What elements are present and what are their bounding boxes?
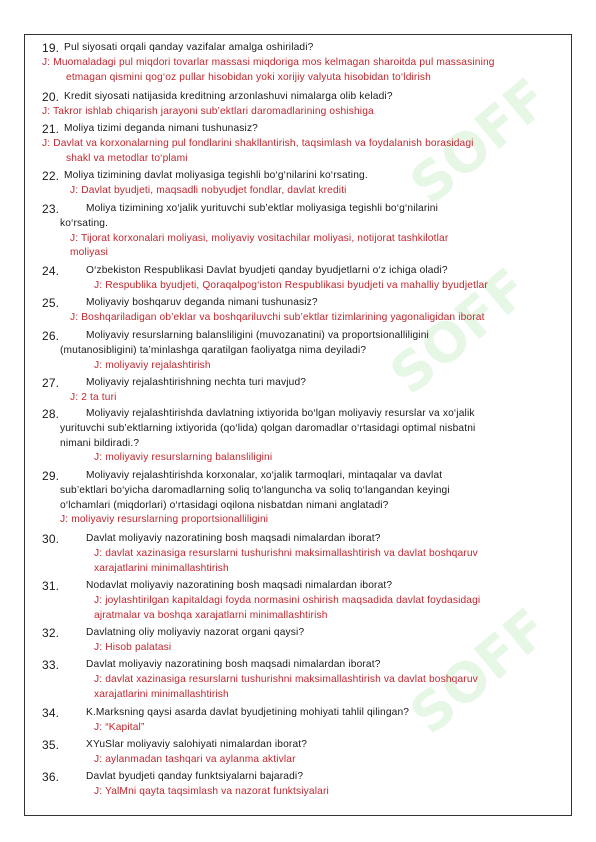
question-text: Moliyaviy rejalashtirishda davlatning ixtiyorida bo‘lgan moliyaviy resurslar va xo‘jalik [86,408,475,419]
question-text: Nodavlat moliyaviy nazoratining bosh maqsadi nimalardan iborat? [86,580,393,591]
question-number: 35. [42,738,60,752]
question-number: 25. [42,296,60,310]
question-text: Kredit siyosati natijasida kreditning arzonlashuvi nimalarga olib keladi? [64,91,393,102]
question-number: 30. [42,532,60,546]
question-number-wrap [42,296,59,313]
question-text: Davlat moliyaviy nazoratining bosh maqsadi nimalardan iborat? [86,533,381,544]
question-text: Pul siyosati orqali qanday vazifalar amalga oshiriladi? [64,42,314,53]
question-number: 32. [42,626,60,640]
question-number: 23. [42,202,60,216]
question-number-wrap [42,264,59,281]
watermark-2: SOFF [378,256,541,407]
answer-text: J: joylashtirilgan kapitaldagi foyda normasini oshirish maqsadida davlat foydasidagi [94,594,481,606]
watermark-3: SOFF [398,596,561,747]
question-text: Moliyaviy rejalashtirishning nechta turi mavjud? [86,377,307,388]
answer-text: ajratmalar va boshqa xarajatlarni minimallashtirish [94,609,328,621]
question-text: nimani bildiradi.? [60,437,140,449]
question-number: 22. [42,169,60,183]
answer-text: J: Boshqariladigan ob’eklar va boshqariluvchi sub’ektlar tizimlarining yagonaligidan iborat [70,311,485,323]
answer-text: shakl va metodlar to‘plami [66,152,188,164]
answer-text: J: Tijorat korxonalari moliyasi, moliyaviy vositachilar moliyasi, notijorat tashkilotlar [70,232,449,244]
question-text: Moliyaviy rejalashtirishda korxonalar, xo‘jalik tarmoqlari, mintaqalar va davlat [86,470,443,481]
question-text: XYuSlar moliyaviy salohiyati nimalardan iborat? [86,739,308,750]
question-text: Moliya tizimi deganda nimani tushunasiz? [64,123,259,134]
question-text: Moliya tizimining davlat moliyasiga tegishli bo‘g‘nilarini ko‘rsating. [64,170,368,181]
question-number-wrap [42,738,59,755]
question-text: K.Marksning qaysi asarda davlat byudjetining mohiyati tahlil qilingan? [86,707,410,718]
answer-text: J: davlat xazinasiga resurslarni tushurishni maksimallashtirish va davlat boshqaruv [94,547,478,559]
question-number: 33. [42,658,60,672]
question-number-wrap [42,770,59,787]
question-text: sub’ektlari bo‘yicha daromadlarning soliq to‘languncha va soliq to‘langandan keyingi [60,484,450,496]
question-number: 28. [42,407,60,421]
question-number: 31. [42,579,60,593]
answer-text: xarajatlarini minimallashtirish [94,562,229,574]
answer-text: J: Davlat va korxonalarning pul fondlarini shakllantirish, taqsimlash va foydalanish borasidagi [42,137,474,149]
question-text: O‘zbekiston Respublikasi Davlat byudjeti qanday byudjetlarni o‘z ichiga oladi? [86,265,448,276]
question-number-wrap [42,532,59,549]
answer-text: J: moliyaviy rejalashtirish [94,359,211,371]
answer-text: J: davlat xazinasiga resurslarni tushurishni maksimallashtirish va davlat boshqaruv [94,673,478,685]
question-number: 26. [42,329,60,343]
question-number: 27. [42,376,60,390]
question-text: Moliya tizimining xo‘jalik yurituvchi sub’ektlar moliyasiga tegishli bo‘g‘nilarini [86,203,439,214]
answer-text: J: 2 ta turi [70,391,117,403]
answer-text: J: Respublika byudjeti, Qoraqalpog‘iston Respublikasi byudjeti va mahalliy byudjetlar [94,279,488,291]
question-number-wrap [42,469,59,486]
answer-text: moliyasi [70,247,108,259]
answer-text: J: “Kapital” [94,721,145,733]
question-text: Moliyaviy resurslarning balansliligini (muvozanatini) va proportsionalliligini [86,330,429,341]
question-text: Davlat byudjeti qanday funktsiyalarni bajaradi? [86,771,304,782]
question-number-wrap [42,407,59,424]
question-number-wrap [42,169,59,186]
question-text: Davlat moliyaviy nazoratining bosh maqsadi nimalardan iborat? [86,659,381,670]
answer-text: J: YalMni qayta taqsimlash va nazorat funktsiyalari [94,785,329,797]
answer-text: J: Davlat byudjeti, maqsadli nobyudjet fondlar, davlat krediti [70,184,347,196]
question-text: ko‘rsating. [60,217,109,229]
question-number: 36. [42,770,60,784]
question-text: yurituvchi sub’ektlarning ixtiyorida (qo‘lida) qolgan daromadlar o‘rtasidagi optimal nisbatni [60,422,476,434]
watermark-1: SOFF [398,66,561,217]
question-number: 20. [42,90,60,104]
question-number-wrap [42,706,59,723]
question-number: 24. [42,264,60,278]
question-number-wrap [42,376,59,393]
question-number-wrap [42,579,59,596]
question-number: 19. [42,41,60,55]
answer-text: etmagan qismini qog‘oz pullar hisobidan yoki xorijiy valyuta hisobidan to‘ldirish [66,71,431,83]
answer-text: J: Muomaladagi pul miqdori tovarlar massasi miqdoriga mos kelmagan sharoitda pul massasining [42,56,495,68]
question-number: 29. [42,469,60,483]
answer-text: J: aylanmadan tashqari va aylanma aktivlar [94,753,296,765]
question-number: 34. [42,706,60,720]
question-number-wrap [42,329,59,346]
question-number-wrap [42,658,59,675]
question-number-wrap [42,626,59,643]
question-text: o‘lchamlari (miqdorlari) o‘rtasidagi oqilona nisbatdan nimani anglatadi? [60,499,389,511]
answer-text: xarajatlarini minimallashtirish [94,688,229,700]
question-number: 21. [42,122,60,136]
question-text: Moliyaviy boshqaruv deganda nimani tushunasiz? [86,297,318,308]
question-number-wrap [42,202,59,219]
question-text: Davlatning oliy moliyaviy nazorat organi qaysi? [86,627,305,638]
answer-text: J: Takror ishlab chiqarish jarayoni sub’ektlari daromadlarining oshishiga [42,105,374,117]
answer-text: J: moliyaviy resurslarning balansliligini [94,452,273,464]
answer-text: J: Hisob palatasi [94,641,172,653]
question-text: (mutanosibligini) ta’minlashga qaratilgan faoliyatga nima deyiladi? [60,344,367,356]
answer-text: J: moliyaviy resurslarning proportsionalliligini [60,514,269,526]
